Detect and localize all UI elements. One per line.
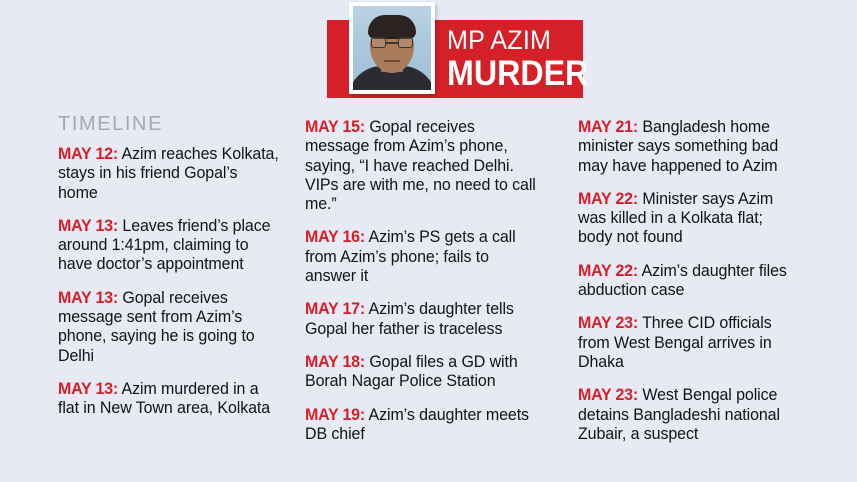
timeline-entry: [58, 380, 279, 419]
timeline-entry-text: Gopal files a GD with Borah Nagar Police Station: [305, 352, 518, 391]
timeline-entry-date: MAY 13:: [58, 216, 119, 235]
timeline-entry-text: Azim reaches Kolkata, stays in his friend Gopal’s home: [58, 145, 279, 202]
timeline-entry: [305, 406, 536, 445]
timeline-entry-date: MAY 13:: [58, 379, 119, 398]
timeline-entry-date: MAY 23:: [578, 386, 639, 405]
timeline-entry: [305, 118, 536, 214]
timeline-entry-text: Leaves friend’s place around 1:41pm, claiming to have doctor’s appointment: [58, 216, 271, 274]
timeline-entry-date: MAY 22:: [578, 261, 639, 280]
timeline-entry: [305, 353, 536, 392]
timeline-entry-date: MAY 22:: [578, 189, 639, 208]
timeline-entry-date: MAY 19:: [305, 405, 366, 424]
timeline-entry: [578, 386, 799, 444]
timeline-entry: [58, 145, 279, 203]
timeline-entry-date: MAY 12:: [58, 145, 119, 163]
timeline-section-label: TIMELINE: [58, 113, 164, 135]
timeline-entry-date: MAY 17:: [305, 300, 366, 319]
timeline-entry: [58, 289, 279, 366]
timeline-entry-text: Three CID officials from West Bengal arrives in Dhaka: [578, 314, 772, 371]
timeline-entry-date: MAY 13:: [58, 288, 119, 307]
timeline-entry: [578, 190, 799, 248]
timeline-entry-text: West Bengal police detains Bangladeshi national Zubair, a suspect: [578, 386, 780, 443]
timeline-entry-date: MAY 23:: [578, 314, 639, 333]
timeline-entry: [578, 118, 799, 176]
timeline-column-3: [578, 118, 806, 444]
timeline-entry-text: Azim’s daughter files abduction case: [578, 261, 787, 300]
timeline-column-2: [305, 118, 543, 444]
timeline-entry: [578, 262, 799, 301]
timeline-column-1: [58, 145, 286, 419]
timeline-entry-date: MAY 16:: [305, 228, 366, 247]
header-title-line-2: MURDER: [447, 54, 589, 93]
timeline-entry-date: MAY 21:: [578, 118, 639, 136]
timeline-entry: [58, 217, 279, 275]
timeline-entry-text: Azim’s daughter meets DB chief: [305, 405, 529, 443]
timeline-entry-text: Gopal receives message from Azim’s phone, saying, “I have reached Delhi. VIPs are with me, no need to call me.”: [305, 118, 536, 214]
timeline-entry-text: Gopal receives message sent from Azim’s phone, saying he is going to Delhi: [58, 288, 255, 365]
timeline-entry: [305, 228, 536, 286]
timeline-entry-text: Azim’s daughter tells Gopal her father is traceless: [305, 300, 514, 338]
timeline-entry-text: Azim murdered in a flat in New Town area, Kolkata: [58, 379, 271, 418]
timeline-entry: [578, 314, 799, 372]
timeline-entry: [305, 300, 536, 339]
timeline-entry-text: Azim’s PS gets a call from Azim’s phone; fails to answer it: [305, 228, 516, 286]
timeline-entry-text: Minister says Azim was killed in a Kolkata flat; body not found: [578, 189, 774, 247]
header-title-line-1: MP AZIM: [447, 25, 552, 55]
timeline-entry-text: Bangladesh home minister says something bad may have happened to Azim: [578, 118, 779, 175]
timeline-entry-date: MAY 15:: [305, 118, 366, 136]
timeline-entry-date: MAY 18:: [305, 352, 366, 371]
